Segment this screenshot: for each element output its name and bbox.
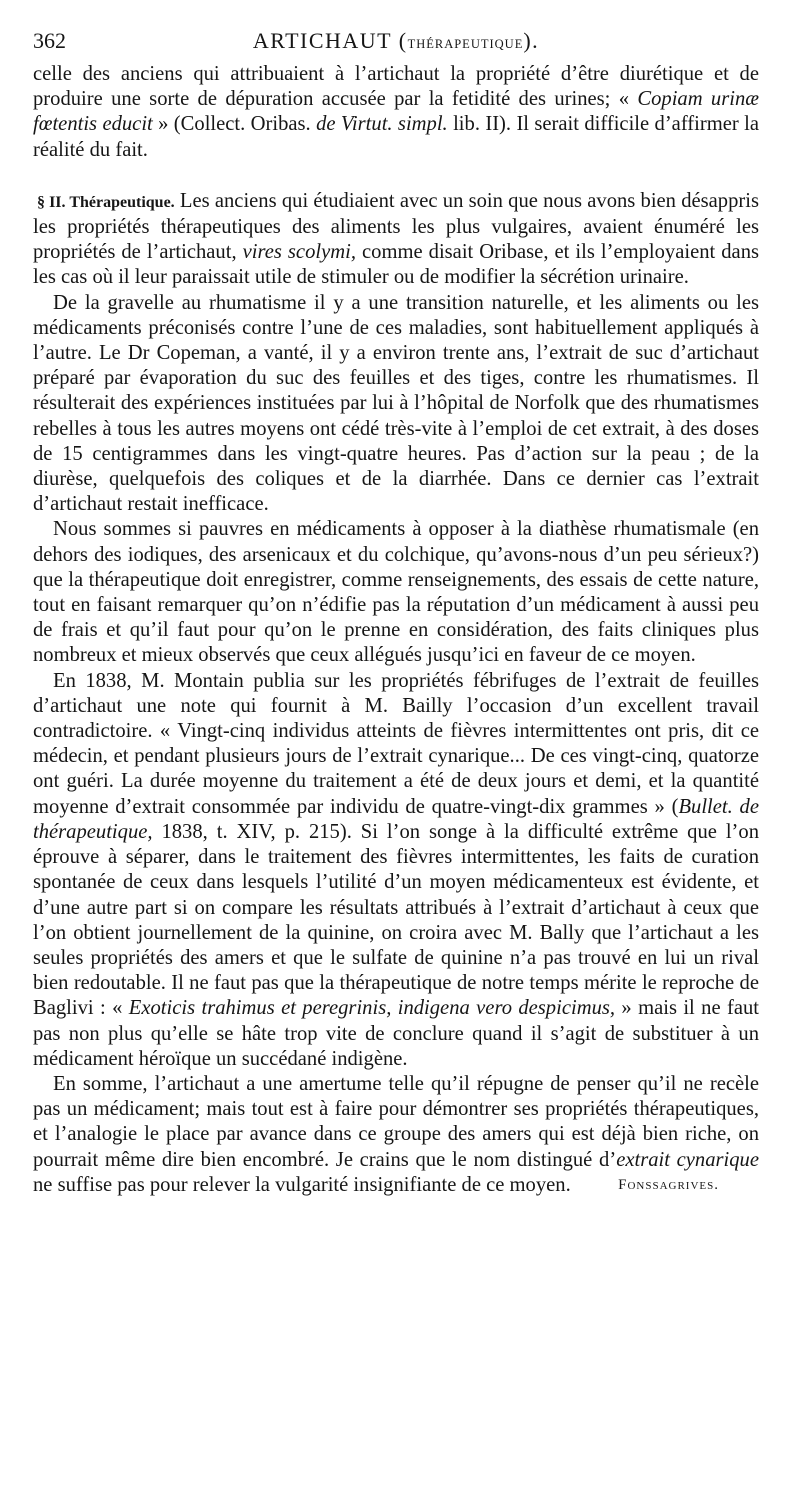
text-run: En somme, l’artichaut a une amertume telle qu’il répugne de penser qu’il ne recèle pas un médicament; mais tout est à faire pour démontrer ses propriétés thérapeutiques, et l’analogie le place par avance dans ce groupe des amers qui est déjà bien riche, on pourrait même dire bien encombré. Je crains que le nom distingué d’ (33, 1072, 759, 1171)
running-title-end: ). (523, 28, 540, 53)
latin-quote: Copiam urinæ fœtentis educit (33, 88, 759, 136)
paragraph: De la gravelle au rhumatisme il y a une transition naturelle, et les aliments ou les médicaments préconisés contre l’une de ces maladies, sont habituellement appliqués à l’autre. Le Dr Copeman, a vanté, il y a environ trente ans, l’extrait de suc d’artichaut préparé par évaporation du suc des feuilles et des tiges, contre les rhumatismes. Il résulterait des expériences instituées par lui à l’hôpital de Norfolk que des rhumatismes rebelles à tous les autres moyens ont cédé très-vite à l’emploi de cet extrait, à des doses de 15 centigrammes dans les vingt-quatre heures. Pas d’action sur la peau ; de la diurèse, quelquefois des coliques et de la diarrhée. Dans ce dernier cas l’extrait d’artichaut restait inefficace. (33, 291, 759, 516)
running-title-main: ARTICHAUT ( (252, 28, 408, 53)
text-run: lib. II). Il serait difficile d’affirmer la réalité du fait. (33, 113, 759, 161)
text-run: » (Collect. Oribas. (152, 113, 317, 136)
paragraph: Nous sommes si pauvres en médicaments à opposer à la diathèse rhumatismale (en dehors des iodiques, des arsenicaux et du colchique, qu’avons-nous d’un peu sérieux?) que la thérapeutique doit enregistrer, comme renseignements, des essais de cette nature, tout en faisant remarquer qu’on n’édifie pas la réputation d’un médicament à aussi peu de frais et qu’il faut pour qu’on le prenne en considération, des faits cliniques plus nombreux et mieux observés que ceux allégués jusqu’ici en faveur de ce moyen. (33, 518, 759, 667)
text-run: Les anciens qui étudiaient avec un soin que nous avons bien désappris les propriétés thérapeutiques des aliments les plus vulgaires, avaient énuméré les propriétés de l’artichaut, (33, 189, 759, 264)
text-run: 1838, t. XIV, p. 215). Si l’on songe à la difficulté extrême que l’on éprouve à séparer, dans le traitement des fièvres intermittentes, les faits de curation spontanée de ceux dans lesquels l’utilité d’un moyen médicamenteux est évidente, et d’une autre part si on compare les résultats attribués à l’extrait d’artichaut à ceux que l’on obtient journellement de la quinine, on croira avec M. Bally que l’artichaut a les seules propriétés des amers et que le sulfate de quinine n’a pas trouvé en lui un rival bien redoutable. Il ne faut pas que la thérapeutique de notre temps mérite le reproche de Baglivi : « (33, 820, 759, 1020)
running-title (33, 28, 759, 54)
running-title-small-caps: THÉRAPEUTIQUE (407, 37, 524, 51)
latin-quote: Exoticis trahimus et peregrinis, indigena vero despicimus, (128, 997, 616, 1020)
section-paragraph (33, 189, 759, 291)
paragraph (33, 669, 759, 1072)
latin-term: vires scolymi, (242, 241, 356, 264)
running-header (33, 28, 759, 58)
paragraph-continuation (33, 62, 759, 163)
article-body (33, 62, 759, 1198)
italic-term: extrait cynarique (616, 1148, 759, 1171)
text-run: ne suffise pas pour relever la vulgarité insignifiante de ce moyen. (33, 1173, 571, 1196)
page-number: 362 (33, 28, 66, 53)
author-signature: Fonssagrives. (618, 1176, 719, 1193)
section-heading: § II. Thérapeutique. (37, 193, 175, 211)
citation-title: de Virtut. simpl. (316, 113, 448, 136)
text-run: comme disait Oribase, et ils l’employaient dans les cas où il leur paraissait utile de stimuler ou de modifier la sécrétion urinaire. (33, 241, 760, 289)
text-run: » mais il ne faut pas non plus qu’elle se hâte trop vite de conclure quand il s’agit de substituer à un médicament héroïque un succédané indigène. (33, 997, 759, 1070)
text-run: En 1838, M. Montain publia sur les propriétés fébrifuges de l’extrait de feuilles d’artichaut une note qui fournit à M. Bailly l’occasion d’un excellent travail contradictoire. « Vingt-cinq individus atteints de fièvres intermittentes ont pris, dit ce médecin, et pendant plusieurs jours de l’extrait cynarique... De ces vingt-cinq, quatorze ont guéri. La durée moyenne du traitement a été de deux jours et demi, et la quantité moyenne d’extrait consommée par individu de quatre-vingt-dix grammes » ( (33, 669, 759, 818)
citation-title: Bullet. de thérapeutique, (33, 795, 759, 843)
text-run: celle des anciens qui attribuaient à l’artichaut la propriété d’être diurétique et de produire une sorte de dépuration accusée par la fetidité des urines; « (33, 63, 759, 111)
